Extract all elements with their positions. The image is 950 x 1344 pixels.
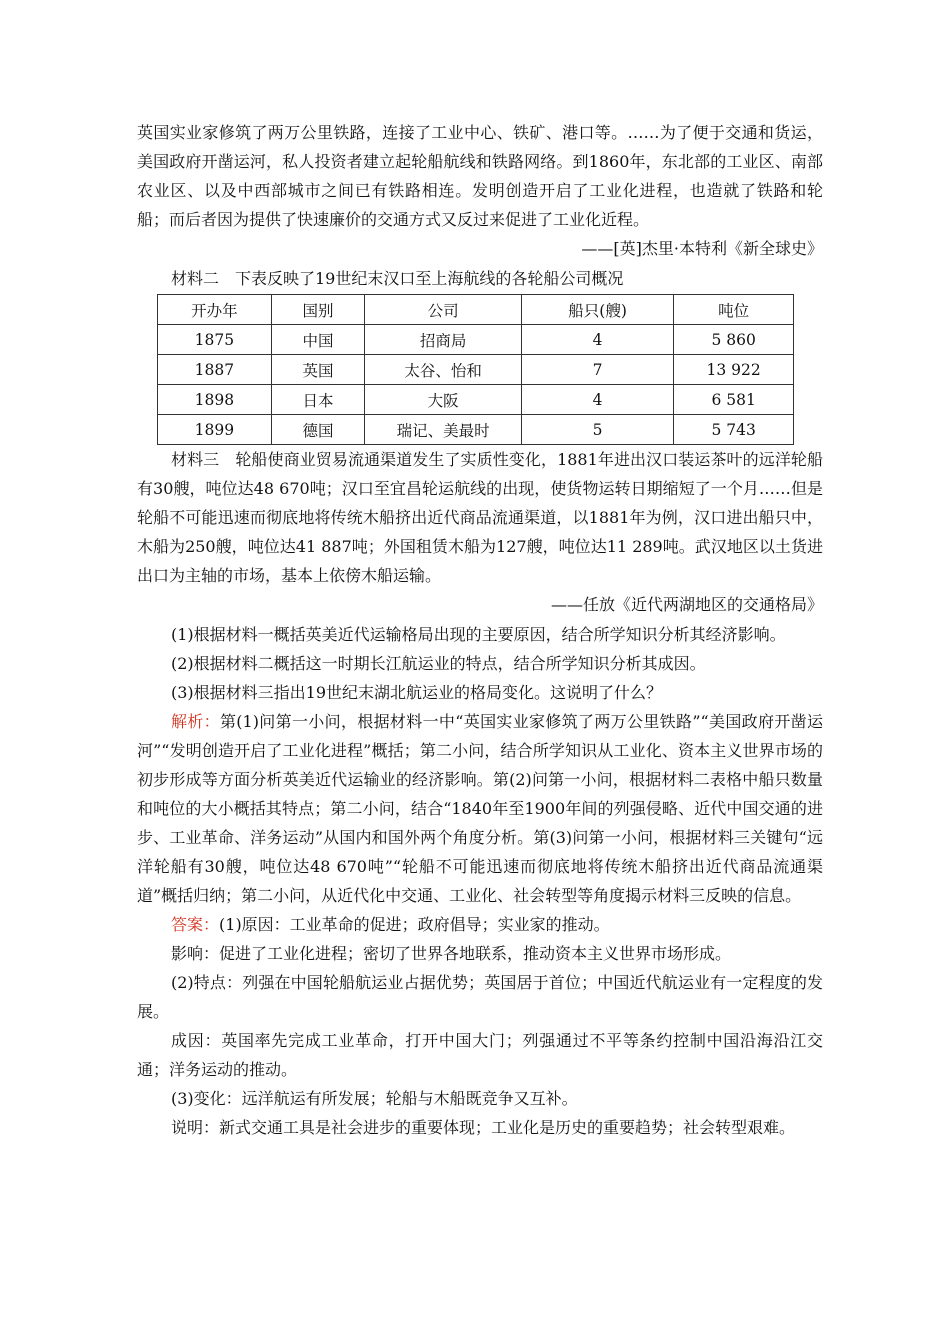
table-cell: 中国: [271, 325, 365, 355]
answer-line: 成因：英国率先完成工业革命，打开中国大门；列强通过不平等条约控制中国沿海沿江交通；洋务运动的推动。: [137, 1031, 823, 1079]
table-row: [158, 355, 794, 385]
analysis-paragraph: [137, 707, 823, 910]
table-cell: 瑞记、美最时: [365, 415, 521, 445]
question-2: (2)根据材料二概括这一时期长江航运业的特点，结合所学知识分析其成因。: [171, 654, 706, 673]
analysis-text: 第(1)问第一小问，根据材料一中“英国实业家修筑了两万公里铁路”“美国政府开凿运河”“发明创造开启了工业化进程”概括；第二小问，结合所学知识从工业化、资本主义世界市场的初步形成等方面分析英美近代运输业的经济影响。第(2)问第一小问，根据材料二表格中船只数量和吨位的大小概括其特点；第二小问，结合“1840年至1900年间的列强侵略、近代中国交通的进步、工业革命、洋务运动”从国内和国外两个角度分析。第(3)问第一小问，根据材料三关键句“远洋轮船有30艘，吨位达48 670吨”“轮船不可能迅速而彻底地将传统木船挤出近代商品流通渠道”概括归纳；第二小问，从近代化中交通、工业化、社会转型等角度揭示材料三反映的信息。: [137, 712, 823, 905]
table-cell: 1875: [158, 325, 272, 355]
answer-line: 说明：新式交通工具是社会进步的重要体现；工业化是历史的重要趋势；社会转型艰难。: [171, 1118, 796, 1137]
question-3: (3)根据材料三指出19世纪末湖北航运业的格局变化。这说明了什么？: [171, 683, 663, 702]
table-row: [158, 325, 794, 355]
table-cell: 1887: [158, 355, 272, 385]
shipping-table: [157, 294, 794, 445]
table-cell: 英国: [271, 355, 365, 385]
document-page: [137, 118, 823, 1142]
table-cell: 5 743: [674, 415, 794, 445]
table-cell: 1899: [158, 415, 272, 445]
table-cell: 1898: [158, 385, 272, 415]
analysis-label: 解析：: [171, 712, 220, 731]
material1-source: ——[英]杰里·本特利《新全球史》: [581, 239, 823, 258]
question-1: (1)根据材料一概括英美近代运输格局出现的主要原因，结合所学知识分析其经济影响。: [171, 625, 786, 644]
table-cell: 日本: [271, 385, 365, 415]
table-cell: 4: [521, 325, 673, 355]
answer-paragraph: [137, 910, 823, 939]
table-row: [158, 385, 794, 415]
material2-intro: 材料二 下表反映了19世纪末汉口至上海航线的各轮船公司概况: [171, 269, 624, 288]
material3-text: 材料三 轮船使商业贸易流通渠道发生了实质性变化，1881年进出汉口装运茶叶的远洋轮船有30艘，吨位达48 670吨；汉口至宜昌轮运航线的出现，使货物运转日期缩短了一个月……但是轮船不可能迅速而彻底地将传统木船挤出近代商品流通渠道，以1881年为例，汉口进出船只中，木船为250艘，吨位达41 887吨；外国租赁木船为127艘，吨位达11 289吨。武汉地区以土货进出口为主轴的市场，基本上依傍木船运输。: [137, 450, 823, 585]
table-header: 开办年: [158, 295, 272, 325]
table-row: [158, 415, 794, 445]
table-cell: 招商局: [365, 325, 521, 355]
table-cell: 太谷、怡和: [365, 355, 521, 385]
table-cell: 13 922: [674, 355, 794, 385]
table-cell: 4: [521, 385, 673, 415]
answer-label: 答案：: [171, 915, 220, 934]
material3-source: ——任放《近代两湖地区的交通格局》: [550, 595, 823, 614]
table-header-row: [158, 295, 794, 325]
table-header: 公司: [365, 295, 521, 325]
answer-line: (3)变化：远洋航运有所发展；轮船与木船既竞争又互补。: [171, 1089, 578, 1108]
table-cell: 7: [521, 355, 673, 385]
answer-first: (1)原因：工业革命的促进；政府倡导；实业家的推动。: [219, 915, 610, 934]
table-header: 船只(艘): [521, 295, 673, 325]
answer-line: (2)特点：列强在中国轮船航运业占据优势；英国居于首位；中国近代航运业有一定程度的发展。: [137, 973, 823, 1021]
table-cell: 5 860: [674, 325, 794, 355]
answer-line: 影响：促进了工业化进程；密切了世界各地联系，推动资本主义世界市场形成。: [171, 944, 732, 963]
table-cell: 大阪: [365, 385, 521, 415]
table-header: 国别: [271, 295, 365, 325]
table-cell: 德国: [271, 415, 365, 445]
material1-text: 英国实业家修筑了两万公里铁路，连接了工业中心、铁矿、港口等。……为了便于交通和货运，美国政府开凿运河，私人投资者建立起轮船航线和铁路网络。到1860年，东北部的工业区、南部农业区、以及中西部城市之间已有铁路相连。发明创造开启了工业化进程，也造就了铁路和轮船；而后者因为提供了快速廉价的交通方式又反过来促进了工业化近程。: [137, 123, 823, 229]
table-header: 吨位: [674, 295, 794, 325]
table-cell: 5: [521, 415, 673, 445]
table-cell: 6 581: [674, 385, 794, 415]
